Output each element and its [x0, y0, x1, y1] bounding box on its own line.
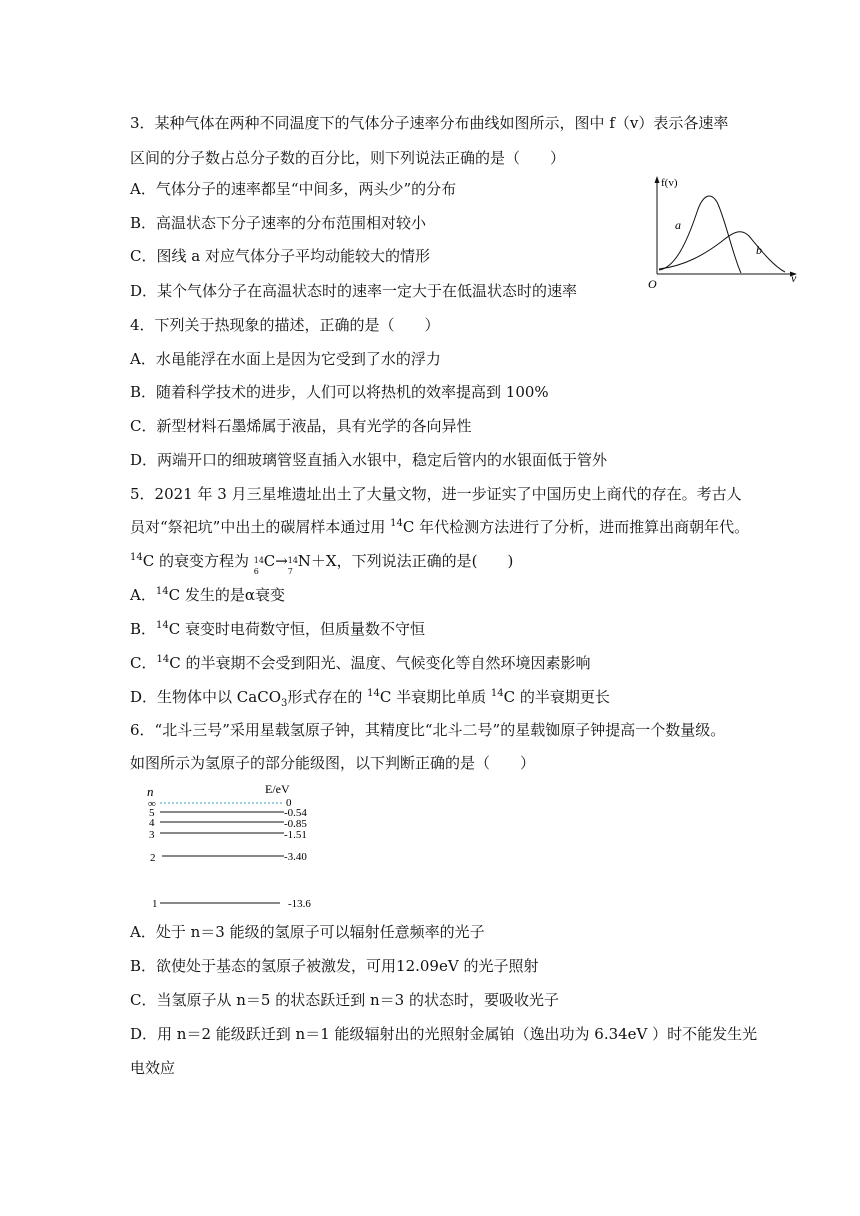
q5-option-d: D．生物体中以 CaCO$_3$形式存在的 $^{14}$C 半衰期比单质 $^{14}$C 的半衰期更长 — [130, 688, 610, 709]
q4-option-a: A．水黾能浮在水面上是因为它受到了水的浮力 — [130, 350, 441, 368]
level-n-inf: ∞ — [148, 798, 156, 810]
q4-stem: 4．下列关于热现象的描述，正确的是（ ） — [130, 316, 440, 334]
q5-option-c: C．$^{14}$C 的半衰期不会受到阳光、温度、气候变化等自然环境因素影响 — [130, 654, 591, 672]
level-e-2: -3.40 — [284, 851, 307, 863]
n-label: n — [147, 784, 154, 799]
level-n-1: 1 — [152, 898, 158, 910]
level-n-2: 2 — [150, 852, 156, 864]
q4-option-c: C．新型材料石墨烯属于液晶，具有光学的各向异性 — [130, 417, 472, 435]
level-e-3: -1.51 — [284, 829, 307, 841]
q6-option-d-line1: D．用 n＝2 能级跃迁到 n＝1 能级辐射出的光照射金属铂（逸出功为 6.34eV ）时不能发生光 — [130, 1025, 758, 1043]
level-n-5: 5 — [149, 807, 155, 819]
q3-option-d: D．某个气体分子在高温状态时的速率一定大于在低温状态时的速率 — [130, 282, 578, 300]
curve-a — [659, 196, 741, 273]
y-axis-label: f(v) — [661, 177, 678, 189]
q5-stem-line3: $^{14}$C 的衰变方程为 14 6 C→ 14 7 N＋X，下列说法正确的是( ) — [130, 552, 514, 576]
q3-option-a: A．气体分子的速率都呈“中间多，两头少”的分布 — [130, 180, 457, 198]
x-axis-label: v — [791, 271, 797, 285]
q4-option-b: B．随着科学技术的进步，人们可以将热机的效率提高到 100% — [130, 383, 549, 401]
q4-option-d: D．两端开口的细玻璃管竖直插入水银中，稳定后管内的水银面低于管外 — [130, 451, 608, 469]
q3-option-b: B．高温状态下分子速率的分布范围相对较小 — [130, 214, 427, 232]
level-n-3: 3 — [149, 829, 155, 841]
q6-option-b: B．欲使处于基态的氢原子被激发，可用12.09eV 的光子照射 — [130, 957, 539, 975]
level-e-1: -13.6 — [288, 898, 311, 910]
q3-option-c: C．图线 a 对应气体分子平均动能较大的情形 — [130, 247, 430, 265]
q5-option-b: B．$^{14}$C 衰变时电荷数守恒，但质量数不守恒 — [130, 620, 426, 638]
origin-label: O — [648, 277, 657, 291]
level-e-4: -0.85 — [284, 818, 307, 830]
level-e-inf: 0 — [286, 797, 292, 809]
q3-stem-line2: 区间的分子数占总分子数的百分比，则下列说法正确的是（ ） — [130, 149, 566, 167]
q6-stem-line2: 如图所示为氢原子的部分能级图，以下判断正确的是（ ） — [130, 754, 536, 772]
curve-b — [659, 232, 785, 272]
q6-option-c: C．当氢原子从 n＝5 的状态跃迁到 n＝3 的状态时，要吸收光子 — [130, 991, 559, 1009]
energy-level-diagram — [140, 780, 340, 910]
q5-stem-line2: 员对“祭祀坑”中出土的碳屑样本通过用 $^{14}$C 年代检测方法进行了分析，进而推算出商朝年代。 — [130, 518, 750, 536]
y-axis-arrow — [655, 176, 660, 183]
e-label: E/eV — [265, 782, 290, 796]
q6-option-a: A．处于 n＝3 能级的氢原子可以辐射任意频率的光子 — [130, 923, 485, 941]
q5-option-a: A．$^{14}$C 发生的是α衰变 — [130, 586, 285, 604]
level-e-5: -0.54 — [284, 807, 307, 819]
carbon-nuclide-script: 14 6 — [253, 556, 264, 576]
curve-b-label: b — [756, 243, 762, 257]
curve-a-label: a — [675, 218, 681, 232]
speed-distribution-figure — [645, 172, 810, 292]
nitrogen-nuclide-script: 14 7 — [287, 556, 298, 576]
level-n-4: 4 — [149, 817, 155, 829]
q6-option-d-line2: 电效应 — [130, 1059, 176, 1077]
q5-stem-line1: 5．2021 年 3 月三星堆遗址出土了大量文物，进一步证实了中国历史上商代的存在。考古人 — [130, 485, 742, 503]
q3-stem-line1: 3．某种气体在两种不同温度下的气体分子速率分布曲线如图所示，图中 f（v）表示各速率 — [130, 114, 729, 132]
q6-stem-line1: 6．“北斗三号”采用星载氢原子钟，其精度比“北斗二号”的星载铷原子钟提高一个数量级。 — [130, 721, 726, 739]
